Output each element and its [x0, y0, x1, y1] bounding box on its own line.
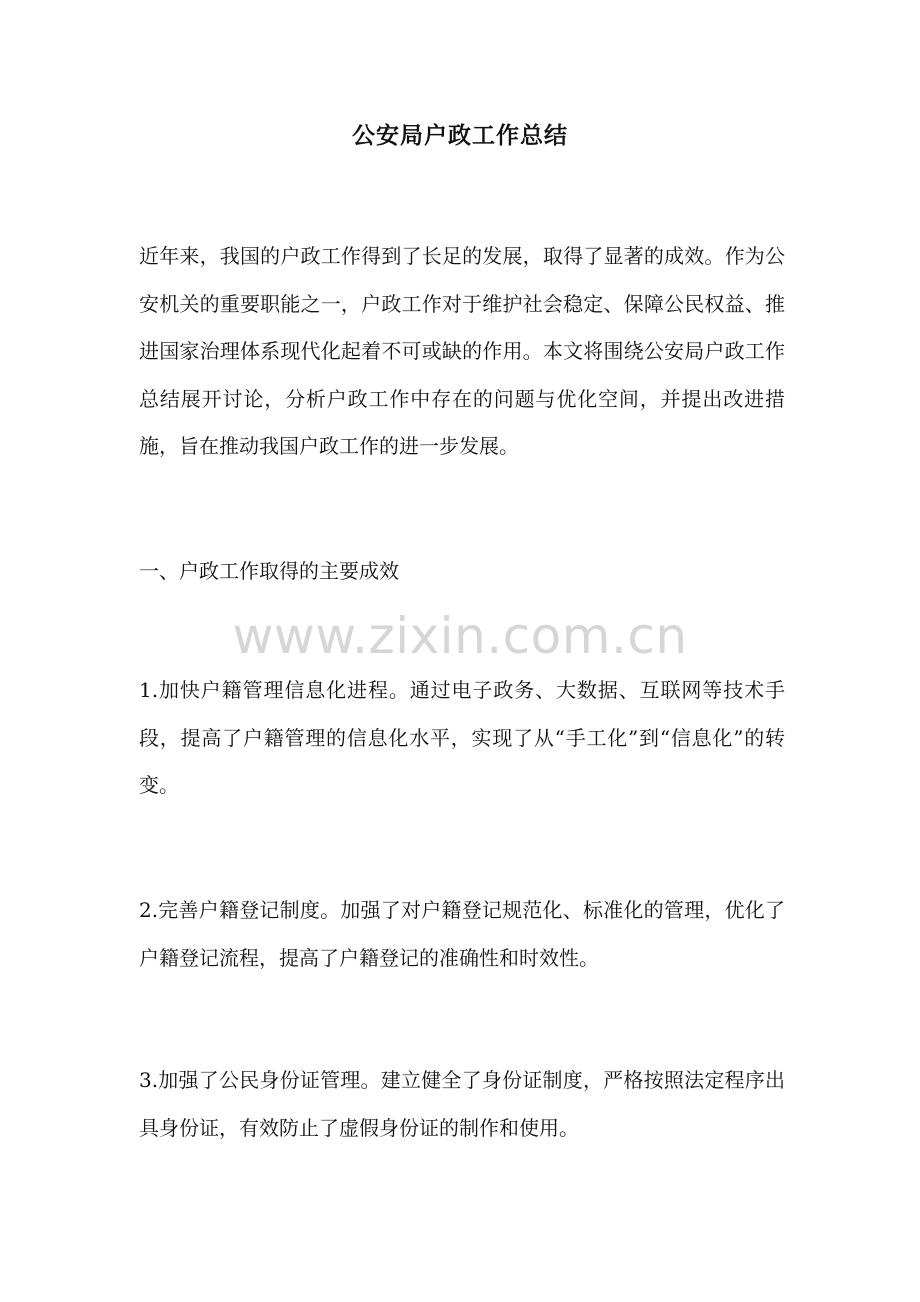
- list-item-1: 1.加快户籍管理信息化进程。通过电子政务、大数据、互联网等技术手段，提高了户籍管理的信息化水平，实现了从“手工化”到“信息化”的转变。: [139, 678, 785, 797]
- document-title: 公安局户政工作总结: [352, 122, 568, 149]
- list-item-2: 2.完善户籍登记制度。加强了对户籍登记规范化、标准化的管理，优化了户籍登记流程，提高了户籍登记的准确性和时效性。: [139, 898, 785, 970]
- watermark: www.zixin.com.cn: [232, 607, 688, 665]
- intro-paragraph: 近年来，我国的户政工作得到了长足的发展，取得了显著的成效。作为公安机关的重要职能之一，户政工作对于维护社会稳定、保障公民权益、推进国家治理体系现代化起着不可或缺的作用。本文将围绕公安局户政工作总结展开讨论，分析户政工作中存在的问题与优化空间，并提出改进措施，旨在推动我国户政工作的进一步发展。: [139, 244, 785, 458]
- section-heading: 一、户政工作取得的主要成效: [139, 559, 399, 583]
- list-item-3: 3.加强了公民身份证管理。建立健全了身份证制度，严格按照法定程序出具身份证，有效防止了虚假身份证的制作和使用。: [139, 1068, 785, 1140]
